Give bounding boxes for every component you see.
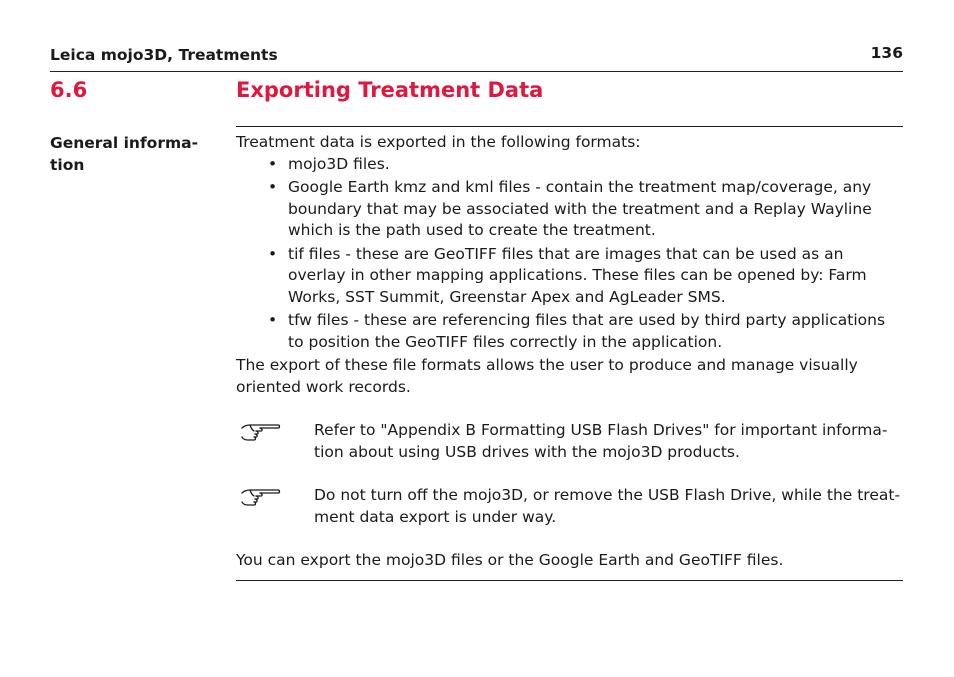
intro-paragraph: Treatment data is exported in the following formats:: [236, 133, 641, 151]
list-item: [236, 244, 903, 309]
side-label: [50, 132, 225, 176]
section-number: 6.6: [50, 78, 88, 102]
page-number: 136: [870, 44, 903, 62]
section-title: Exporting Treatment Data: [236, 78, 544, 102]
final-paragraph: You can export the mojo3D files or the Google Earth and GeoTIFF files.: [236, 550, 903, 581]
format-list: [236, 154, 903, 354]
page-header: [50, 44, 903, 72]
side-label-line-1: General informa-: [50, 134, 199, 152]
list-item-text: tif files - these are GeoTIFF files that are images that can be used as an overlay in other mapping applications. These files can be opened by: Farm Works, SST Summit, Greenstar Apex and AgLeader SMS.: [288, 244, 867, 306]
note-usb-formatting: [236, 420, 903, 463]
summary-paragraph: The export of these file formats allows the user to produce and manage visually oriented work records.: [236, 356, 858, 396]
bullet-icon: •: [268, 244, 278, 263]
note-text: Do not turn off the mojo3D, or remove the USB Flash Drive, while the treat-ment data export is under way.: [314, 486, 901, 526]
bullet-icon: •: [268, 154, 278, 173]
list-item-text: Google Earth kmz and kml files - contain the treatment map/coverage, any boundary that may be associated with the treatment and a Replay Wayline which is the path used to create the treatment.: [288, 178, 872, 239]
content-body: [236, 126, 903, 581]
side-label-line-2: tion: [50, 156, 85, 174]
list-item: [236, 177, 903, 242]
list-item-text: tfw files - these are referencing files that are used by third party applications to position the GeoTIFF files correctly in the application.: [288, 311, 886, 351]
pointing-hand-icon: [238, 420, 282, 444]
header-title: Leica mojo3D, Treatments: [50, 46, 278, 64]
list-item: [236, 154, 903, 176]
bullet-icon: •: [268, 311, 278, 329]
bullet-icon: •: [268, 178, 278, 196]
list-item: [236, 310, 903, 353]
pointing-hand-icon: [238, 485, 282, 509]
note-do-not-remove: [236, 485, 903, 528]
note-text: Refer to "Appendix B Formatting USB Flash Drives" for important informa-tion about using USB drives with the mojo3D products.: [314, 421, 888, 461]
list-item-text: mojo3D files.: [288, 154, 390, 173]
